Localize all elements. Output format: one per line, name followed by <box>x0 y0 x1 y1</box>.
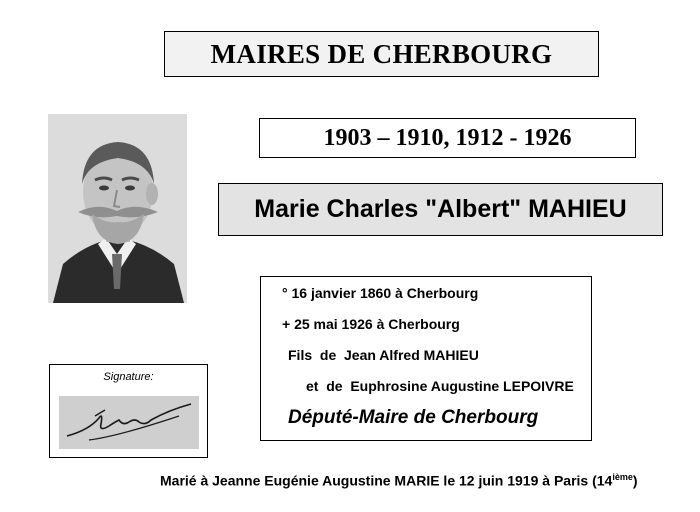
mother-line: et de Euphrosine Augustine LEPOIVRE <box>306 378 574 394</box>
death-line: + 25 mai 1926 à Cherbourg <box>282 316 460 332</box>
marriage-superscript: ième <box>612 472 633 482</box>
title-box <box>164 31 599 77</box>
signature-label: Signature: <box>103 371 154 383</box>
marriage-line <box>160 472 638 489</box>
father-line: Fils de Jean Alfred MAHIEU <box>288 347 479 363</box>
birth-line: ° 16 janvier 1860 à Cherbourg <box>282 285 479 301</box>
signature-drawing <box>59 396 199 449</box>
years-box <box>259 118 636 158</box>
page-title: MAIRES DE CHERBOURG <box>210 38 553 69</box>
office-title: Député-Maire de Cherbourg <box>288 407 539 428</box>
portrait-illustration <box>48 114 187 303</box>
signature-box <box>49 364 208 458</box>
portrait-photo <box>48 114 187 303</box>
biography-box <box>260 276 592 441</box>
marriage-close: ) <box>632 472 638 489</box>
marriage-text: Marié à Jeanne Eugénie Augustine MARIE le 12 juin 1919 à Paris (14 <box>160 472 613 489</box>
mayor-name: Marie Charles "Albert" MAHIEU <box>254 195 627 223</box>
mandate-years: 1903 – 1910, 1912 - 1926 <box>323 124 572 151</box>
signature-image <box>59 396 199 449</box>
name-box <box>218 183 663 236</box>
